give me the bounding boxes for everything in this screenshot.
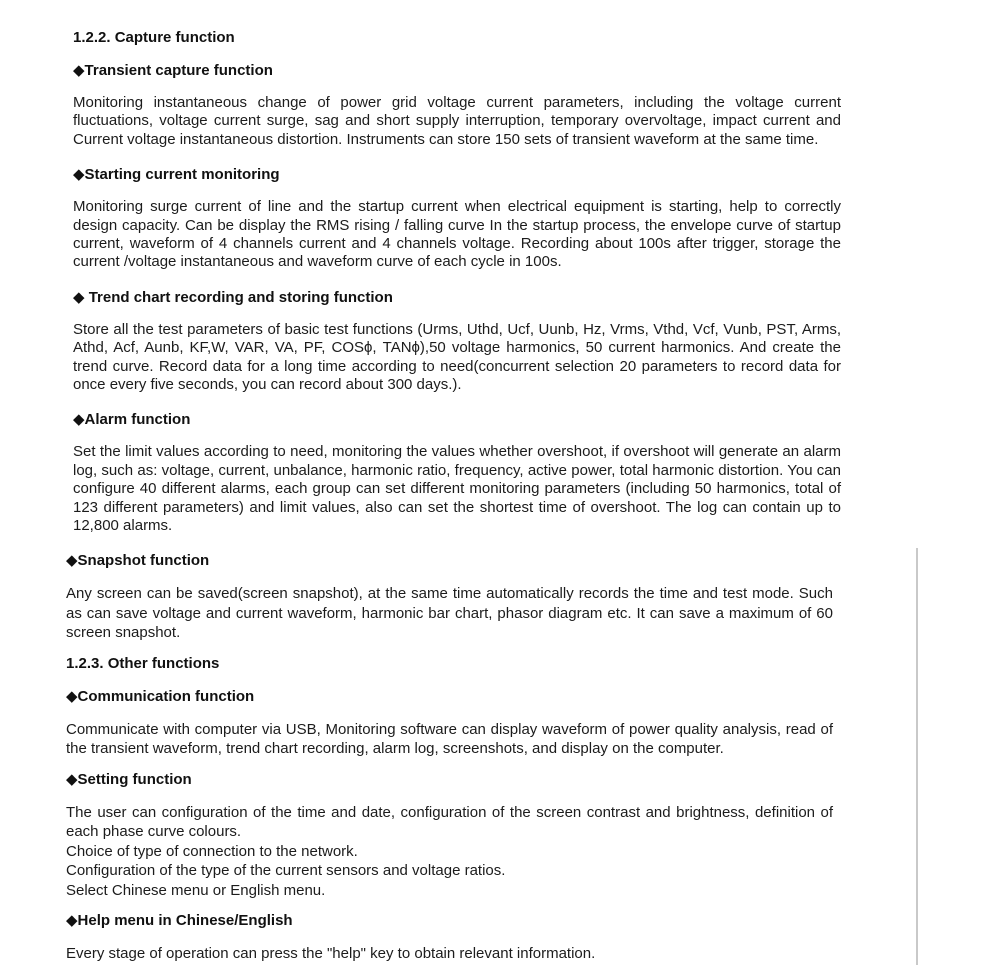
alarm-body: Set the limit values according to need, monitoring the values whether overshoot, if overshoot will generate an alarm log, such as: voltage, current, unbalance, harmonic ratio, frequency, active power, total harmonic distortion. You can configure 40 different alarms, each group can set different monitoring parameters (including 50 harmonics, total of 123 different parameters) and limit values, also can set the shortest time of overshoot. The log can contain up to 12,800 alarms. xyxy=(73,443,841,535)
starting-current-body: Monitoring surge current of line and the startup current when electrical equipment is starting, help to correctly design capacity. Can be display the RMS rising / falling curve In the startup process, the envelope curve of startup current, waveform of 4 channels current and 4 channels voltage. Recording about 100s after trigger, storage the current /voltage instantaneous and waveform curve of each cycle in 100s. xyxy=(73,198,841,271)
snapshot-title: ◆Snapshot function xyxy=(66,552,210,569)
section-snapshot xyxy=(66,552,833,643)
page-edge-line xyxy=(916,548,918,965)
communication-body: Communicate with computer via USB, Monitoring software can display waveform of power quality analysis, read of the transient waveform, trend chart recording, alarm log, screenshots, and display on the computer. xyxy=(66,720,833,757)
manual-page-section-122 xyxy=(73,29,841,553)
trend-chart-body: Store all the test parameters of basic test functions (Urms, Uthd, Ucf, Uunb, Hz, Vrms, Vthd, Vcf, Vunb, PST, Arms, Athd, Acf, Aunb, KF,W, VAR, VA, PF, COSϕ, TANϕ),50 voltage harmonics, 50 current harmonics. And create the trend curve. Record data for a long time according to need(concurrent selection 20 parameters to record data for once every five seconds, you can record about 300 days.). xyxy=(73,320,841,394)
setting-line-network: Choice of type of connection to the network. xyxy=(66,842,358,860)
help-menu-body: Every stage of operation can press the "help" key to obtain relevant information. xyxy=(66,945,596,962)
starting-current-title: ◆Starting current monitoring xyxy=(73,166,280,184)
section-alarm xyxy=(73,411,841,535)
setting-body xyxy=(66,803,833,901)
manual-page-section-123 xyxy=(66,552,833,976)
section-communication xyxy=(66,688,833,759)
setting-line-time-date: The user can configuration of the time and date, configuration of the screen contrast and brightness, definition of each phase curve colours. xyxy=(66,803,833,840)
section-setting xyxy=(66,771,833,901)
transient-capture-title: ◆Transient capture function xyxy=(73,62,273,79)
section-starting-current xyxy=(73,166,841,272)
heading-capture-function: 1.2.2. Capture function xyxy=(73,29,235,46)
trend-chart-title: ◆ Trend chart recording and storing function xyxy=(73,288,393,306)
communication-title: ◆Communication function xyxy=(66,687,255,705)
transient-capture-body: Monitoring instantaneous change of power grid voltage current parameters, including the voltage current fluctuations, voltage current surge, sag and short supply interruption, temporary overvoltage, impact current and Current voltage instantaneous distortion. Instruments can store 150 sets of transient waveform at the same time. xyxy=(73,94,841,148)
snapshot-body: Any screen can be saved(screen snapshot), at the same time automatically records the time and test mode. Such as can save voltage and current waveform, harmonic bar chart, phasor diagram etc. It can save a maximum of 60 screen snapshot. xyxy=(66,585,833,641)
heading-other-functions: 1.2.3. Other functions xyxy=(66,654,220,672)
setting-line-menu-language: Select Chinese menu or English menu. xyxy=(66,881,326,899)
help-menu-title: ◆Help menu in Chinese/English xyxy=(66,912,293,929)
setting-title: ◆Setting function xyxy=(66,770,192,788)
section-trend-chart xyxy=(73,289,841,395)
section-help-menu xyxy=(66,912,833,964)
setting-line-sensors: Configuration of the type of the current sensors and voltage ratios. xyxy=(66,862,506,879)
section-transient-capture xyxy=(73,62,841,149)
alarm-title: ◆Alarm function xyxy=(73,411,191,429)
